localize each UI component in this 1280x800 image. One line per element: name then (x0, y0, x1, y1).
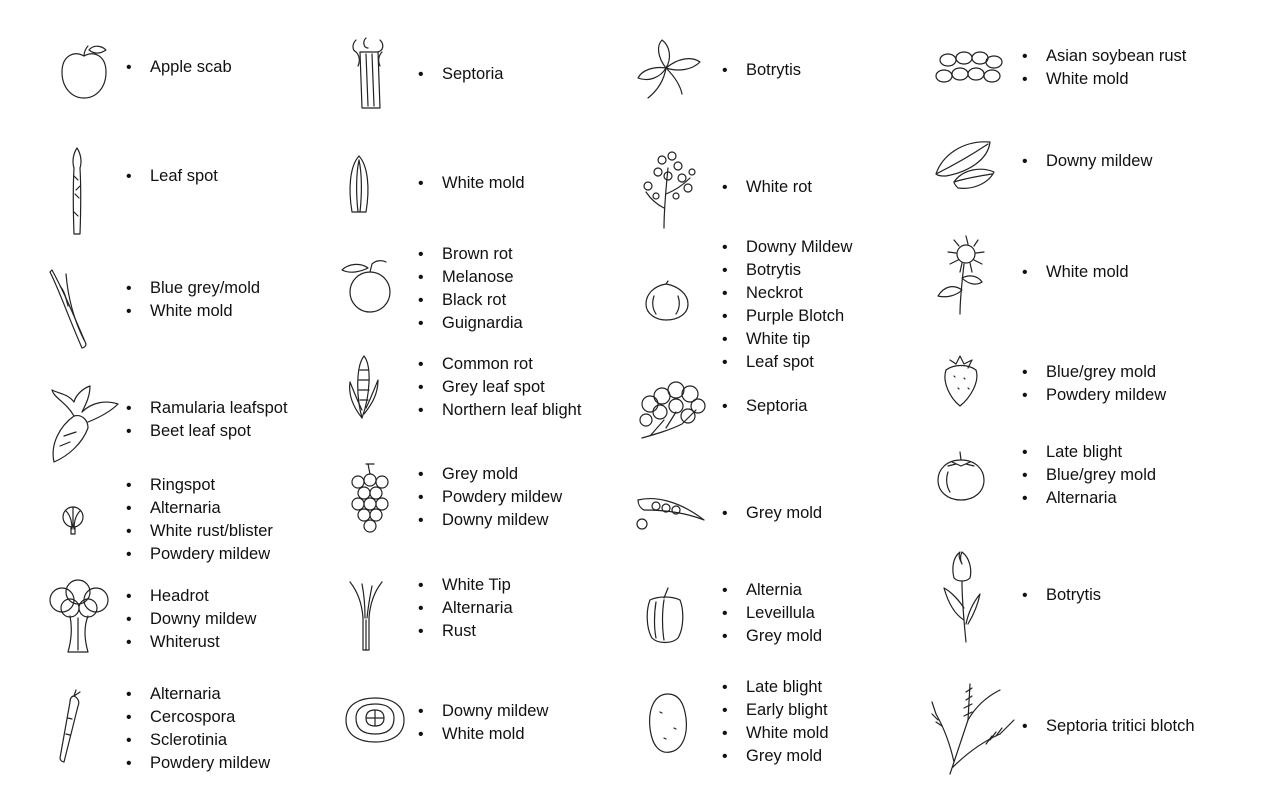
disease-item: • Leaf spot (126, 165, 218, 188)
disease-item: • Northern leaf blight (418, 399, 581, 422)
disease-item: • White mold (418, 172, 525, 195)
disease-item: • Ramularia leafspot (126, 397, 288, 420)
disease-item: • Cercospora (126, 706, 270, 729)
disease-item: • Alternaria (418, 597, 513, 620)
disease-item: • Powdery mildew (1022, 384, 1166, 407)
disease-item: • Leaf spot (722, 351, 852, 374)
disease-item: • Grey mold (722, 625, 822, 648)
corn-icon (346, 352, 382, 422)
asparagus-icon (66, 146, 88, 238)
disease-item: • Rust (418, 620, 513, 643)
disease-item: • White rust/blister (126, 520, 273, 543)
pea-pod-icon (634, 490, 708, 534)
disease-item: • White tip (722, 328, 852, 351)
disease-item: • Apple scab (126, 56, 232, 79)
disease-item: • Brown rot (418, 243, 523, 266)
disease-item: • White mold (722, 722, 829, 745)
celery-icon (346, 36, 392, 112)
disease-item: • White rot (722, 176, 812, 199)
disease-item: • Grey mold (722, 745, 829, 768)
tulip-icon (938, 548, 984, 644)
orange-icon (336, 258, 396, 314)
wheat-icon (928, 676, 1020, 776)
disease-item: • Headrot (126, 585, 256, 608)
disease-item: • Septoria (722, 395, 807, 418)
disease-item: • Grey mold (418, 463, 562, 486)
disease-item: • Guignardia (418, 312, 523, 335)
disease-item: • Sclerotinia (126, 729, 270, 752)
disease-item: • Powdery mildew (126, 752, 270, 775)
lettuce-icon (342, 694, 408, 746)
bean-pod-icon (46, 268, 92, 352)
disease-item: • Whiterust (126, 631, 256, 654)
parsley-icon (636, 376, 708, 448)
disease-item: • White mold (418, 723, 548, 746)
disease-item: • Downy mildew (418, 509, 562, 532)
disease-item: • Downy mildew (1022, 150, 1152, 173)
rapeseed-icon (638, 148, 702, 230)
potato-icon (646, 692, 690, 756)
soybean-icon (934, 50, 1004, 88)
carrot-icon (56, 688, 84, 764)
disease-item: • Grey leaf spot (418, 376, 581, 399)
disease-item: • White mold (126, 300, 260, 323)
disease-item: • Botrytis (1022, 584, 1101, 607)
disease-item: • White Tip (418, 574, 513, 597)
disease-item: • Septoria tritici blotch (1022, 715, 1195, 738)
disease-item: • Downy mildew (126, 608, 256, 631)
disease-item: • Powdery mildew (126, 543, 273, 566)
brussels-sprout-icon (62, 501, 84, 535)
tomato-icon (934, 450, 988, 502)
disease-item: • Grey mold (722, 502, 822, 525)
disease-item: • Melanose (418, 266, 523, 289)
disease-item: • Common rot (418, 353, 581, 376)
disease-item: • Botrytis (722, 59, 801, 82)
disease-item: • Septoria (418, 63, 503, 86)
strawberry-icon (940, 352, 982, 408)
disease-item: • Blue/grey mold (1022, 361, 1166, 384)
disease-item: • Alternia (722, 579, 822, 602)
broccoli-icon (46, 578, 112, 654)
grapes-icon (346, 462, 394, 534)
endive-icon (346, 154, 372, 216)
disease-item: • Downy Mildew (722, 236, 852, 259)
disease-item: • Early blight (722, 699, 829, 722)
leek-icon (348, 580, 384, 654)
flower-icon (636, 38, 702, 102)
disease-item: • Powdery mildew (418, 486, 562, 509)
disease-item: • Alternaria (126, 683, 270, 706)
disease-item: • Purple Blotch (722, 305, 852, 328)
bell-pepper-icon (642, 586, 688, 644)
disease-item: • Ringspot (126, 474, 273, 497)
sunflower-icon (934, 234, 992, 316)
disease-item: • Late blight (722, 676, 829, 699)
disease-item: • Leveillula (722, 602, 822, 625)
disease-item: • Alternaria (1022, 487, 1156, 510)
disease-item: • Alternaria (126, 497, 273, 520)
apple-icon (56, 42, 112, 102)
disease-item: • Beet leaf spot (126, 420, 288, 443)
disease-item: • Neckrot (722, 282, 852, 305)
disease-item: • Downy mildew (418, 700, 548, 723)
disease-item: • Black rot (418, 289, 523, 312)
disease-item: • Asian soybean rust (1022, 45, 1186, 68)
onion-icon (644, 280, 690, 322)
disease-item: • Late blight (1022, 441, 1156, 464)
disease-item: • Blue grey/mold (126, 277, 260, 300)
disease-item: • White mold (1022, 68, 1186, 91)
spinach-icon (932, 136, 1004, 194)
disease-item: • White mold (1022, 261, 1129, 284)
disease-item: • Botrytis (722, 259, 852, 282)
beet-icon (46, 382, 122, 466)
disease-item: • Blue/grey mold (1022, 464, 1156, 487)
